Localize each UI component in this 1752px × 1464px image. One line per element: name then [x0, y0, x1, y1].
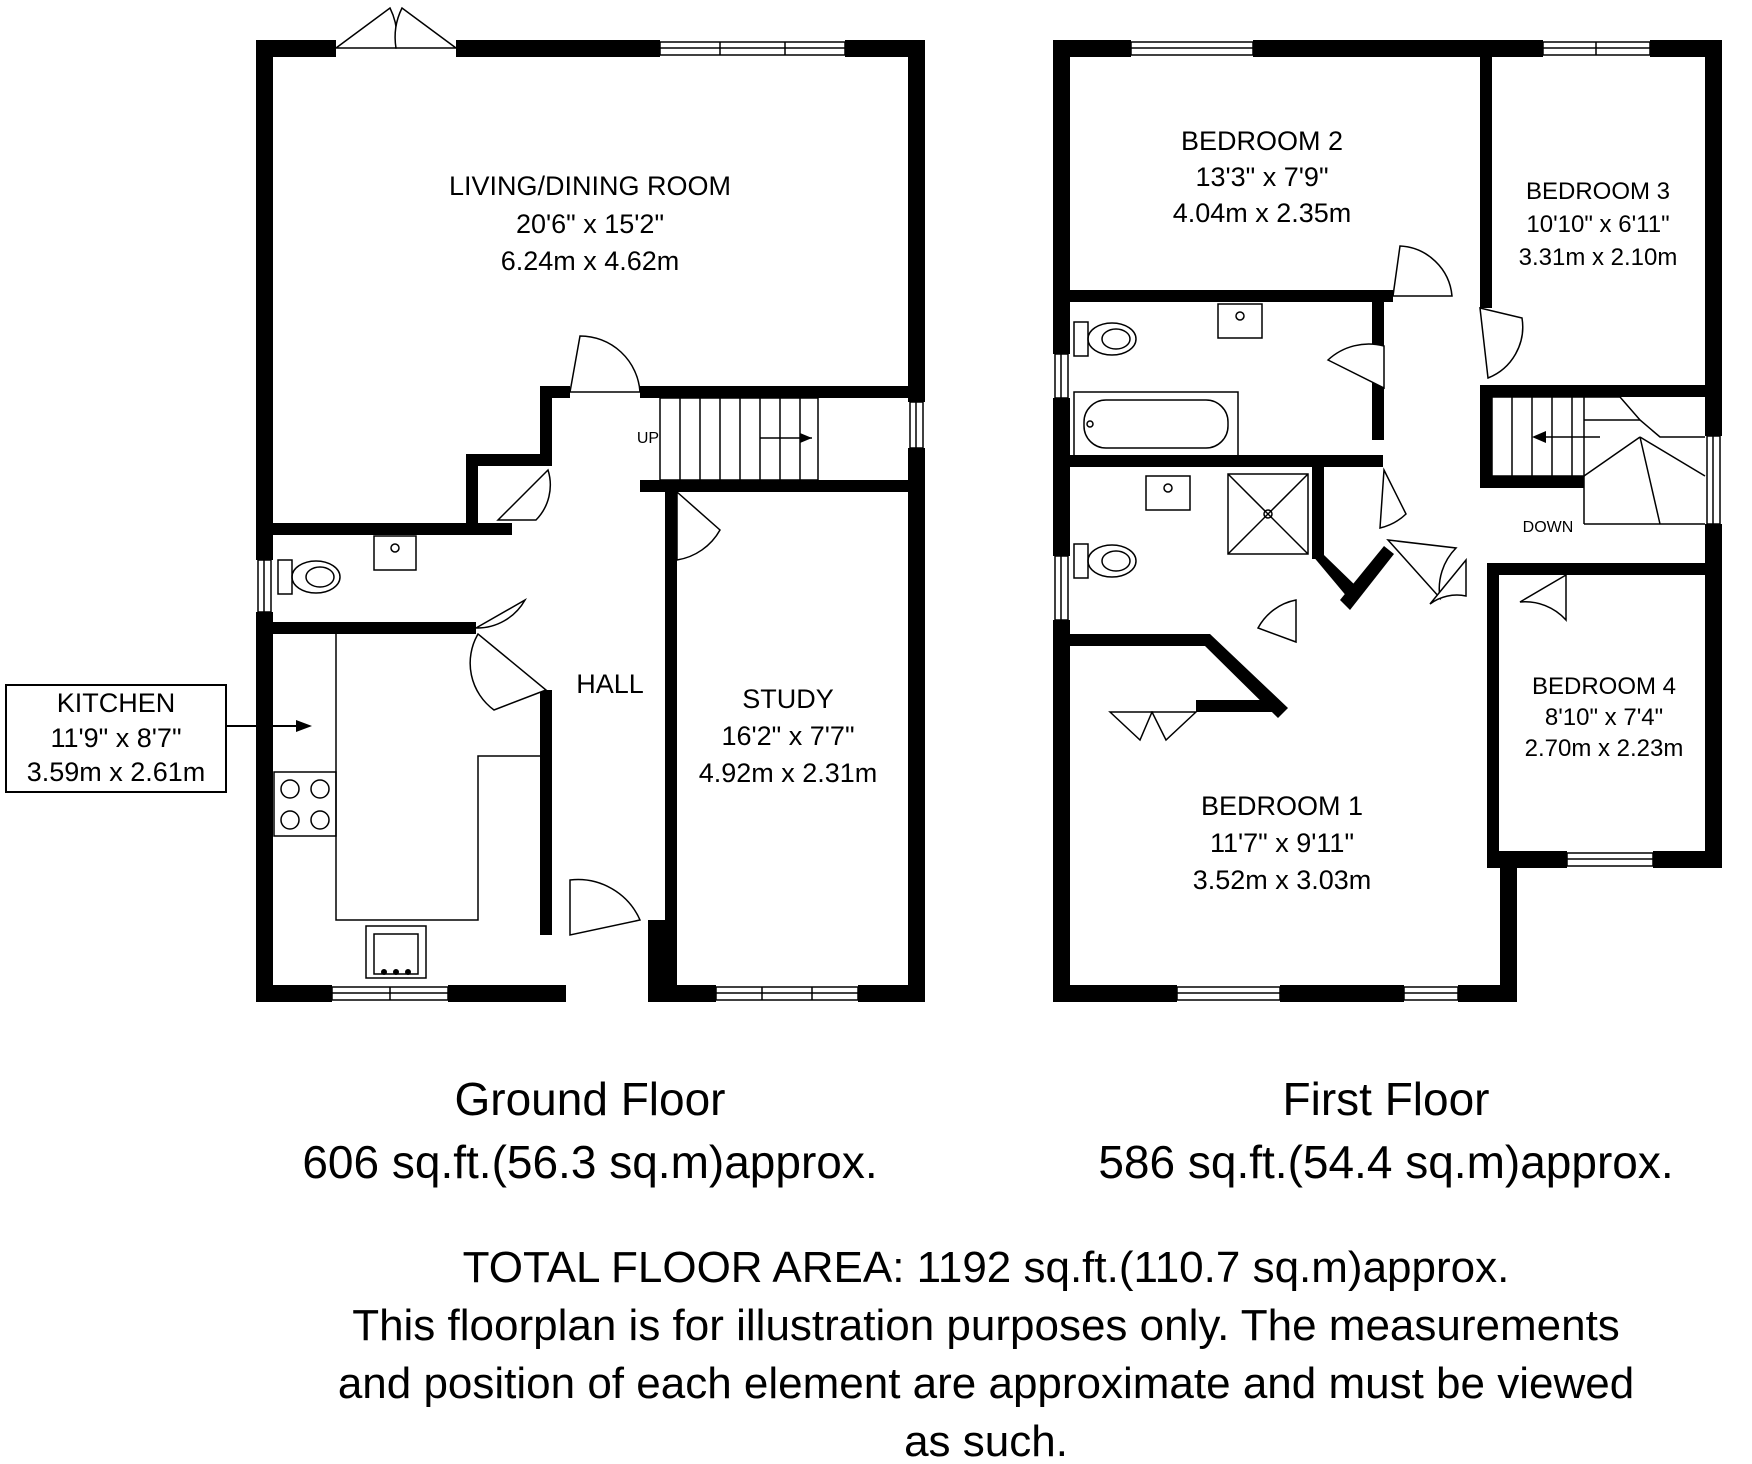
ff-ensuite-toilet: [1074, 544, 1136, 578]
ff-wall-stair-left: [1480, 385, 1492, 487]
ff-wall-bottom-l: [1053, 985, 1177, 1002]
bedroom4-imperial: 8'10" x 7'4": [1544, 704, 1664, 731]
gf-wall-bottom-kitchen: [448, 985, 566, 1002]
ff-wall-bottom-bed4-r: [1653, 851, 1722, 868]
ground-floor-plan: [6, 8, 925, 1002]
ff-wall-left-lower: [1053, 620, 1070, 1002]
gf-kitchen-sink: [366, 926, 426, 978]
gf-wall-right-lower: [908, 448, 925, 1002]
ff-ensuite-shower: [1228, 474, 1308, 554]
ff-wall-bath-ensuite: [1053, 455, 1383, 467]
ff-bath-basin: [1218, 304, 1262, 338]
bedroom3-imperial: 10'10" x 6'11": [1526, 211, 1670, 238]
gf-kitchen-hob: [274, 772, 336, 836]
gf-wall-hall-living: [540, 386, 570, 398]
bedroom4-metric: 2.70m x 2.23m: [1524, 735, 1684, 762]
ground-floor-area: 606 sq.ft.(56.3 sq.m)approx.: [302, 1136, 878, 1188]
ff-wall-right-upper: [1705, 40, 1722, 436]
ff-wall-stair-bottom: [1480, 476, 1584, 488]
gf-door-wc: [476, 600, 525, 628]
gf-wall-study-left: [665, 480, 677, 1002]
gf-wall-right-upper: [908, 40, 925, 402]
ff-stairs-label: DOWN: [1522, 519, 1574, 536]
ff-window-stair: [1707, 436, 1720, 524]
ff-wall-bed2-bath: [1053, 290, 1393, 302]
gf-staircase: [660, 398, 818, 480]
disclaimer-line-2: and position of each element are approximate and must be viewed: [337, 1359, 1635, 1408]
gf-stairs-label: UP: [636, 430, 660, 447]
first-floor-title: First Floor: [1282, 1073, 1490, 1125]
living-imperial: 20'6" x 15'2": [515, 209, 665, 239]
gf-wall-left-upper: [256, 40, 273, 560]
ff-window-bed3: [1543, 42, 1650, 55]
bedroom3-name: BEDROOM 3: [1525, 178, 1671, 205]
gf-window-wc: [258, 560, 271, 612]
gf-wc-basin: [374, 536, 416, 570]
gf-wc-toilet: [278, 560, 340, 594]
ff-staircase: [1492, 397, 1705, 524]
ff-wall-bed4-top: [1487, 563, 1722, 575]
ff-window-bed1-left: [1177, 987, 1280, 1000]
ff-wall-ensuite-right: [1312, 467, 1324, 559]
ff-door-bed1-ensuite: [1258, 600, 1296, 642]
gf-front-door: [570, 880, 640, 935]
bedroom1-name: BEDROOM 1: [1200, 791, 1364, 821]
ff-door-bath: [1328, 344, 1384, 388]
ff-wall-bed4-left: [1487, 563, 1499, 868]
bedroom4-name: BEDROOM 4: [1531, 673, 1677, 700]
ff-wall-left-upper: [1053, 40, 1070, 354]
ff-window-bed2: [1131, 42, 1253, 55]
bedroom3-metric: 3.31m x 2.10m: [1518, 244, 1678, 271]
ff-window-bed1-right: [1404, 987, 1458, 1000]
ff-wall-top-mid: [1253, 40, 1543, 57]
ff-wall-bed1-right: [1500, 851, 1517, 1002]
total-floor-area: TOTAL FLOOR AREA: 1192 sq.ft.(110.7 sq.m)approx.: [462, 1243, 1510, 1292]
ff-wall-bed2-bed3: [1480, 40, 1492, 308]
first-floor-area: 586 sq.ft.(54.4 sq.m)approx.: [1098, 1136, 1674, 1188]
living-name: LIVING/DINING ROOM: [448, 171, 732, 201]
ff-door-bed3: [1480, 308, 1523, 378]
ff-door-bed2: [1393, 246, 1452, 296]
gf-wall-stairs-top: [640, 386, 925, 398]
gf-wall-top-mid: [456, 40, 660, 57]
gf-door-study: [677, 492, 720, 560]
ff-wall-left-mid: [1053, 398, 1070, 556]
gf-door-living: [570, 336, 640, 392]
gf-window-study: [716, 987, 858, 1000]
ff-wall-bottom-m: [1280, 985, 1404, 1002]
ff-door-ensuite: [1380, 470, 1406, 528]
gf-wall-left-lower: [256, 612, 273, 1002]
disclaimer-line-3: as such.: [904, 1417, 1068, 1464]
disclaimer-line-1: This floorplan is for illustration purposes only. The measurements: [352, 1301, 1620, 1350]
gf-wall-bottom-left: [256, 985, 332, 1002]
gf-wall-study-top: [665, 480, 925, 492]
ff-wardrobe-doors: [1110, 712, 1196, 740]
study-imperial: 16'2" x 7'7": [721, 721, 855, 751]
gf-door-kitchen: [470, 634, 546, 710]
gf-wall-bottom-study-r: [858, 985, 925, 1002]
ff-wall-right-lower: [1705, 524, 1722, 868]
bedroom2-metric: 4.04m x 2.35m: [1172, 198, 1352, 228]
ff-bath-toilet: [1074, 322, 1136, 356]
gf-front-door-jamb: [648, 920, 665, 1002]
study-name: STUDY: [742, 684, 834, 714]
gf-window-kitchen: [332, 987, 448, 1000]
ff-wall-ensuite-bed1: [1340, 546, 1394, 610]
floor-summaries: [302, 1073, 1673, 1188]
gf-wall-wc-kitchen: [256, 622, 476, 634]
ff-bathtub: [1074, 392, 1238, 456]
ff-wall-bottom-r: [1458, 985, 1517, 1002]
bedroom2-name: BEDROOM 2: [1180, 126, 1344, 156]
bedroom2-imperial: 13'3" x 7'9": [1195, 162, 1329, 192]
kitchen-imperial: 11'9" x 8'7": [50, 723, 182, 753]
living-metric: 6.24m x 4.62m: [500, 246, 680, 276]
ff-ensuite-basin: [1146, 476, 1190, 510]
ground-floor-title: Ground Floor: [454, 1073, 726, 1125]
kitchen-name: KITCHEN: [56, 688, 176, 718]
gf-wall-cupboard-top: [466, 454, 552, 466]
gf-wall-cupboard-left: [466, 454, 478, 534]
ff-wall-bed3-bottom: [1480, 385, 1722, 397]
ff-window-ensuite: [1055, 556, 1068, 620]
footer-notes: [338, 1243, 1634, 1464]
gf-window-living-top: [660, 42, 845, 55]
gf-wall-hall-stair-side: [640, 480, 677, 492]
ff-door-bed4: [1520, 575, 1566, 620]
ff-window-bed4: [1567, 853, 1653, 866]
gf-french-doors: [336, 8, 456, 48]
room-labels: [27, 126, 1684, 895]
gf-window-stair: [910, 402, 923, 448]
ff-window-bath: [1055, 354, 1068, 398]
bedroom1-imperial: 11'7" x 9'11": [1209, 828, 1355, 858]
gf-door-cupboard: [498, 470, 550, 520]
ff-wall-wardrobe-bottom: [1196, 700, 1276, 712]
hall-name: HALL: [576, 669, 644, 699]
study-metric: 4.92m x 2.31m: [698, 758, 878, 788]
bedroom1-metric: 3.52m x 3.03m: [1192, 865, 1372, 895]
gf-wall-hall-left-lower: [540, 690, 552, 935]
kitchen-metric: 3.59m x 2.61m: [26, 757, 206, 787]
